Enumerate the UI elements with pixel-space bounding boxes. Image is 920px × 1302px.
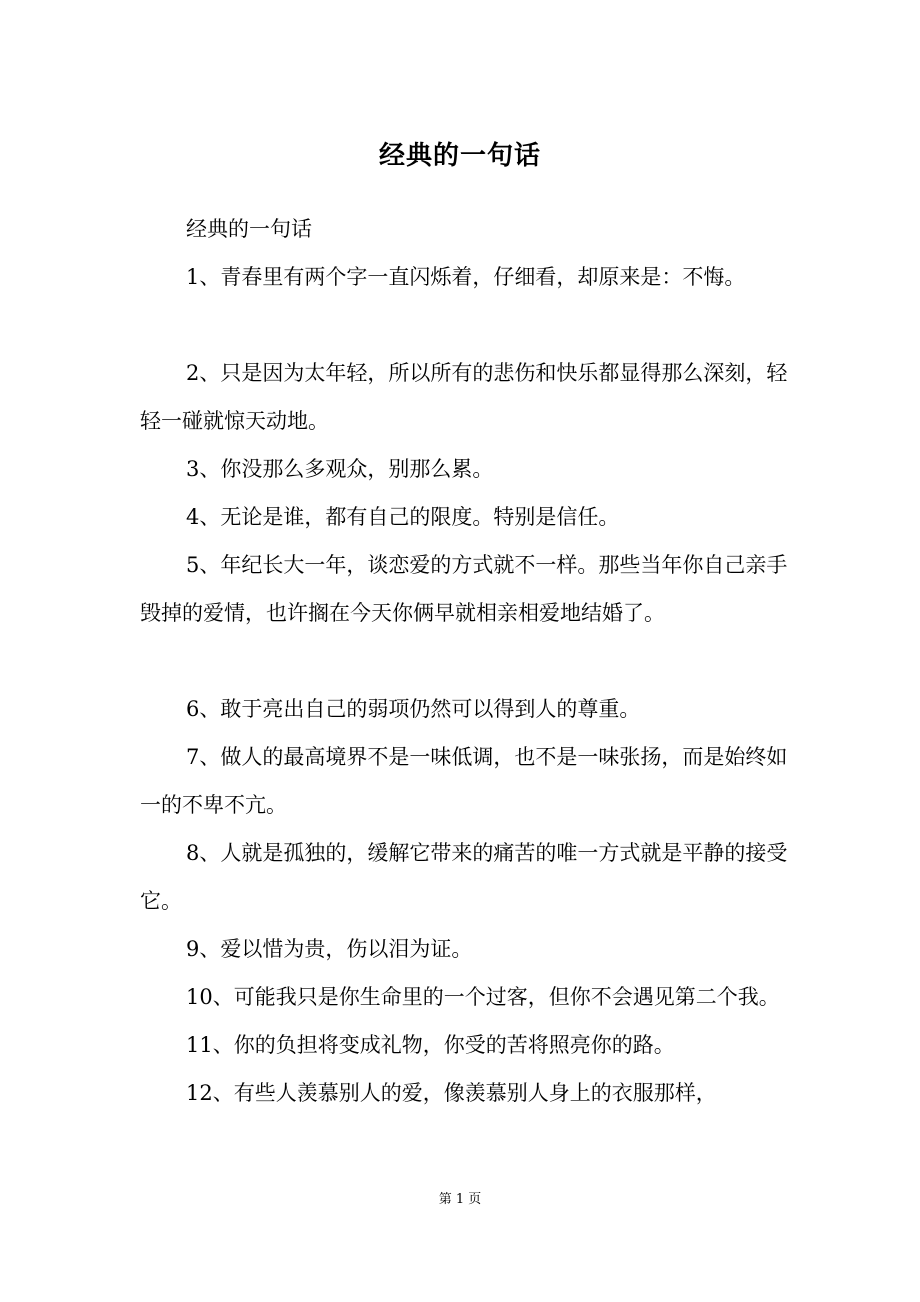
subtitle-paragraph: 经典的一句话	[186, 217, 312, 241]
quote-paragraph-10: 10、可能我只是你生命里的一个过客，但你不会遇见第二个我。	[186, 985, 780, 1009]
quote-paragraph-9: 9、爱以惜为贵，伤以泪为证。	[186, 937, 473, 961]
quote-paragraph-3: 3、你没那么多观众，别那么累。	[186, 457, 494, 481]
document-title: 经典的一句话	[378, 141, 541, 171]
quote-paragraph-11: 11、你的负担将变成礼物，你受的苦将照亮你的路。	[186, 1033, 675, 1057]
quote-paragraph-12: 12、有些人羡慕别人的爱，像羡慕别人身上的衣服那样，	[186, 1081, 717, 1105]
page-number: 第 1 页	[438, 1192, 482, 1207]
quote-paragraph-8: 8、人就是孤独的，缓解它带来的痛苦的唯一方式就是平静的接受它。	[140, 841, 788, 913]
quote-paragraph-6: 6、敢于亮出自己的弱项仍然可以得到人的尊重。	[186, 697, 641, 721]
quote-paragraph-4: 4、无论是谁，都有自己的限度。特别是信任。	[186, 505, 620, 529]
quote-paragraph-5: 5、年纪长大一年，谈恋爱的方式就不一样。那些当年你自己亲手毁掉的爱情，也许搁在今天你俩早就相亲相爱地结婚了。	[140, 553, 788, 625]
document-body	[140, 205, 790, 1117]
quote-paragraph-2: 2、只是因为太年轻，所以所有的悲伤和快乐都显得那么深刻，轻轻一碰就惊天动地。	[140, 361, 788, 433]
quote-paragraph-7: 7、做人的最高境界不是一味低调，也不是一味张扬，而是始终如一的不卑不亢。	[140, 745, 788, 817]
quote-paragraph-1: 1、青春里有两个字一直闪烁着，仔细看，却原来是：不悔。	[186, 265, 746, 289]
